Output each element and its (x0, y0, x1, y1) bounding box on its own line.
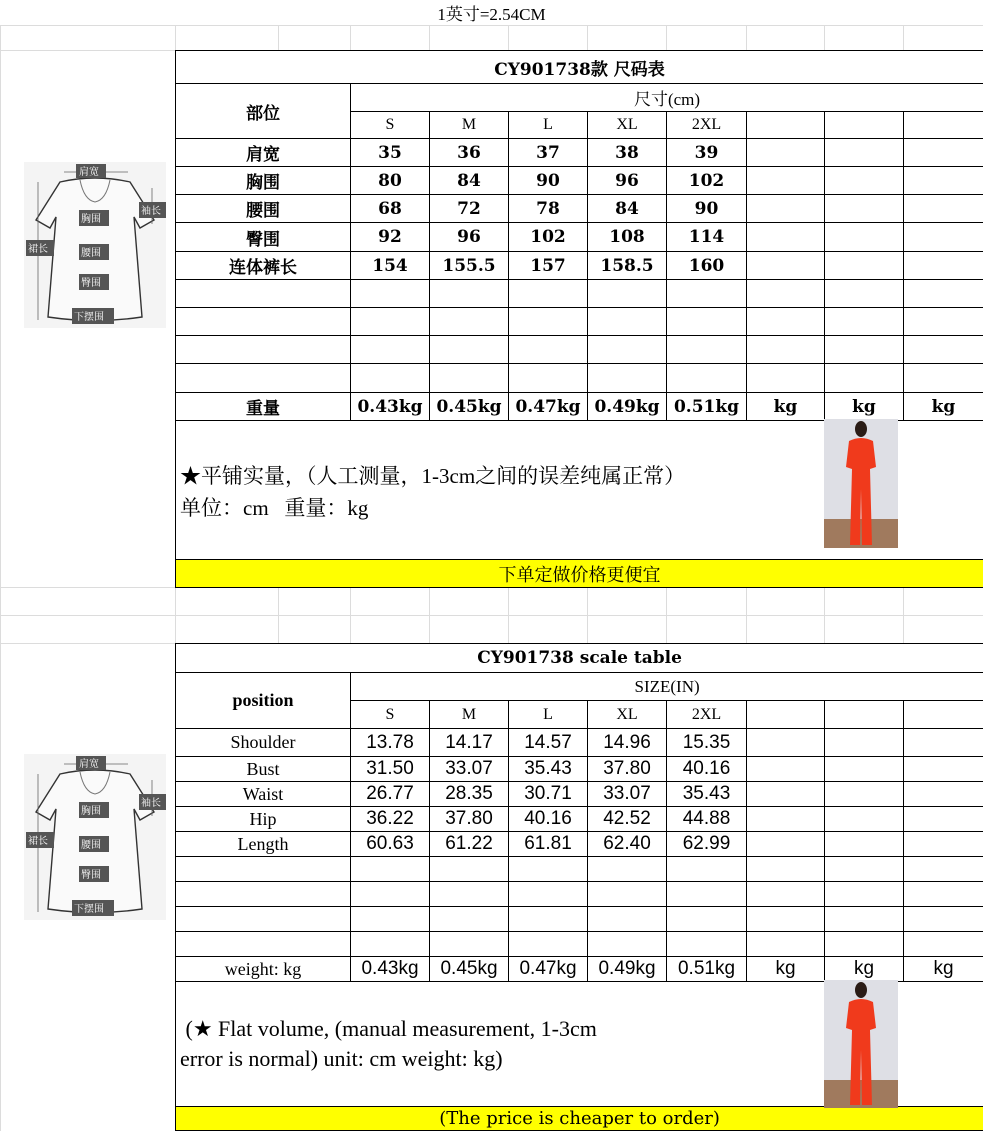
cell: 158.5 (588, 252, 667, 280)
table-row (176, 882, 983, 907)
cell: 108 (588, 223, 667, 252)
size-label (904, 701, 983, 729)
cell: 44.88 (667, 807, 747, 832)
size-label (747, 701, 825, 729)
cell (747, 252, 825, 280)
weight-value: 0.49kg (588, 957, 667, 982)
table-row (176, 336, 983, 364)
cell: 90 (509, 167, 588, 195)
weight-value: kg (747, 957, 825, 982)
svg-text:臀围: 臀围 (81, 870, 101, 881)
cell: 31.50 (351, 757, 430, 782)
note-line: ★平铺实量，（人工测量，1-3cm之间的误差纯属正常） (180, 464, 686, 488)
product-photo (824, 419, 898, 548)
cell (904, 782, 983, 807)
cell: 35 (351, 139, 430, 167)
position-header: 部位 (176, 84, 351, 139)
cell: 26.77 (351, 782, 430, 807)
cell: 42.52 (588, 807, 667, 832)
cell (825, 252, 904, 280)
table-row (176, 782, 983, 807)
grid-line (278, 587, 279, 643)
row-label: Bust (176, 757, 351, 782)
weight-value: kg (904, 957, 983, 982)
weight-value: 0.51kg (667, 393, 747, 421)
empty-cell (176, 857, 351, 882)
cell (825, 729, 904, 757)
svg-text:下摆围: 下摆围 (74, 312, 104, 323)
size-label: 2XL (667, 701, 747, 729)
product-photo (824, 980, 898, 1108)
grid-line (903, 587, 904, 643)
promo-banner: (The price is cheaper to order) (176, 1107, 983, 1131)
weight-value: 0.45kg (430, 393, 509, 421)
weight-value: 0.49kg (588, 393, 667, 421)
svg-text:胸围: 胸围 (81, 214, 101, 225)
grid-line (587, 587, 588, 643)
grid-line (587, 25, 588, 50)
cell: 96 (430, 223, 509, 252)
size-label: 2XL (667, 112, 747, 139)
size-label: M (430, 701, 509, 729)
cell: 114 (667, 223, 747, 252)
cell (825, 782, 904, 807)
size-label (825, 701, 904, 729)
size-label: XL (588, 112, 667, 139)
svg-text:袖长: 袖长 (141, 206, 161, 217)
promo-banner: 下单定做价格更便宜 (176, 560, 983, 588)
weight-value: 0.43kg (351, 957, 430, 982)
empty-cell (176, 336, 351, 364)
position-header: position (176, 673, 351, 729)
cell (904, 223, 983, 252)
grid-line (508, 25, 509, 50)
conversion-note: 1英寸=2.54CM (437, 5, 546, 24)
row-label: 连体裤长 (176, 252, 351, 280)
size-label: M (430, 112, 509, 139)
grid-line (175, 25, 176, 50)
grid-line (429, 25, 430, 50)
weight-row (176, 393, 983, 421)
svg-text:肩宽: 肩宽 (79, 759, 99, 770)
row-label: Shoulder (176, 729, 351, 757)
cell: 35.43 (667, 782, 747, 807)
size-label (904, 112, 983, 139)
cell: 36.22 (351, 807, 430, 832)
weight-value: 0.47kg (509, 393, 588, 421)
grid-line (746, 25, 747, 50)
size-label (825, 112, 904, 139)
table-row (176, 807, 983, 832)
grid-line (350, 25, 351, 50)
grid-line (0, 25, 1, 1131)
cell (904, 252, 983, 280)
cell: 15.35 (667, 729, 747, 757)
row-label: Waist (176, 782, 351, 807)
weight-value: 0.47kg (509, 957, 588, 982)
grid-line (508, 587, 509, 643)
cell: 154 (351, 252, 430, 280)
cell: 60.63 (351, 832, 430, 857)
size-header: 尺寸(cm) (351, 84, 983, 112)
empty-cell (176, 882, 351, 907)
size-label: XL (588, 701, 667, 729)
cell: 92 (351, 223, 430, 252)
table-row (176, 932, 983, 957)
cell (825, 139, 904, 167)
cell: 78 (509, 195, 588, 223)
cell (747, 757, 825, 782)
weight-value: 0.43kg (351, 393, 430, 421)
table-row (176, 139, 983, 167)
svg-text:裙长: 裙长 (28, 836, 48, 847)
cell (825, 223, 904, 252)
table-row (176, 907, 983, 932)
cell (904, 757, 983, 782)
cell (825, 807, 904, 832)
svg-text:臀围: 臀围 (81, 278, 101, 289)
cell (747, 223, 825, 252)
cell: 37 (509, 139, 588, 167)
weight-value: kg (747, 393, 825, 421)
grid-line (824, 25, 825, 50)
cell: 37.80 (430, 807, 509, 832)
grid-line (278, 25, 279, 50)
grid-line (666, 25, 667, 50)
cell (904, 832, 983, 857)
cell (747, 167, 825, 195)
cell (825, 832, 904, 857)
cell (747, 139, 825, 167)
cell: 14.96 (588, 729, 667, 757)
grid-line (175, 587, 176, 643)
note-line: 单位：cm 重量：kg (180, 496, 369, 520)
table-row (176, 167, 983, 195)
note-line: error is normal) unit: cm weight: kg) (180, 1046, 503, 1071)
cell: 102 (509, 223, 588, 252)
size-label: S (351, 701, 430, 729)
row-label: 胸围 (176, 167, 351, 195)
empty-cell (176, 308, 351, 336)
weight-value: 0.51kg (667, 957, 747, 982)
cell: 84 (588, 195, 667, 223)
cell (904, 167, 983, 195)
weight-label: 重量 (176, 393, 351, 421)
grid-line (746, 587, 747, 643)
grid-line (0, 615, 983, 616)
cell (904, 807, 983, 832)
size-label: S (351, 112, 430, 139)
cell: 80 (351, 167, 430, 195)
table-row (176, 252, 983, 280)
cell: 160 (667, 252, 747, 280)
table-row (176, 757, 983, 782)
svg-text:下摆围: 下摆围 (74, 904, 104, 915)
cell (747, 195, 825, 223)
weight-value: 0.45kg (430, 957, 509, 982)
cell (747, 782, 825, 807)
cell (904, 139, 983, 167)
cell: 155.5 (430, 252, 509, 280)
cell: 28.35 (430, 782, 509, 807)
cell: 38 (588, 139, 667, 167)
empty-cell (176, 932, 351, 957)
garment-measurement-diagram (24, 162, 166, 328)
table-title: CY901738 scale table (176, 644, 983, 673)
table-row (176, 832, 983, 857)
size-label: L (509, 701, 588, 729)
empty-cell (176, 907, 351, 932)
table-row (176, 195, 983, 223)
cell (747, 832, 825, 857)
diagram-label: 肩宽 (79, 167, 99, 178)
cell: 37.80 (588, 757, 667, 782)
cell (825, 757, 904, 782)
cell: 68 (351, 195, 430, 223)
cell: 33.07 (430, 757, 509, 782)
cell: 61.22 (430, 832, 509, 857)
cell: 35.43 (509, 757, 588, 782)
cell: 30.71 (509, 782, 588, 807)
svg-text:袖长: 袖长 (141, 798, 161, 809)
cell (825, 195, 904, 223)
row-label: Length (176, 832, 351, 857)
note-line: (★ Flat volume, (manual measurement, 1-3cm (180, 1016, 597, 1041)
grid-line (666, 587, 667, 643)
cell: 33.07 (588, 782, 667, 807)
table-row (176, 223, 983, 252)
table-row (176, 729, 983, 757)
cell: 72 (430, 195, 509, 223)
cell: 157 (509, 252, 588, 280)
weight-value: kg (825, 393, 904, 421)
cell: 96 (588, 167, 667, 195)
cell: 40.16 (509, 807, 588, 832)
grid-line (903, 25, 904, 50)
row-label: 臀围 (176, 223, 351, 252)
svg-text:腰围: 腰围 (81, 840, 101, 851)
weight-value: kg (825, 957, 904, 982)
cell: 36 (430, 139, 509, 167)
grid-line (429, 587, 430, 643)
cell: 39 (667, 139, 747, 167)
svg-text:腰围: 腰围 (81, 248, 101, 259)
svg-text:裙长: 裙长 (28, 244, 48, 255)
empty-cell (176, 364, 351, 393)
size-label (747, 112, 825, 139)
table-title: CY901738款 尺码表 (176, 51, 983, 84)
cell (904, 195, 983, 223)
cell: 90 (667, 195, 747, 223)
cell: 62.99 (667, 832, 747, 857)
cell: 14.57 (509, 729, 588, 757)
weight-label: weight: kg (176, 957, 351, 982)
cell (747, 729, 825, 757)
cell: 61.81 (509, 832, 588, 857)
grid-line (350, 587, 351, 643)
weight-value: kg (904, 393, 983, 421)
table-row (176, 280, 983, 308)
garment-measurement-diagram (24, 754, 166, 920)
cell: 13.78 (351, 729, 430, 757)
row-label: 腰围 (176, 195, 351, 223)
grid-line (824, 587, 825, 643)
grid-line (0, 25, 983, 26)
table-row (176, 364, 983, 393)
size-header: SIZE(IN) (351, 673, 983, 701)
cell (825, 167, 904, 195)
cell: 62.40 (588, 832, 667, 857)
weight-row (176, 957, 983, 982)
cell (747, 807, 825, 832)
row-label: Hip (176, 807, 351, 832)
cell: 14.17 (430, 729, 509, 757)
table-row (176, 308, 983, 336)
dress-outline-icon (24, 754, 166, 920)
svg-text:胸围: 胸围 (81, 806, 101, 817)
cell: 84 (430, 167, 509, 195)
cell: 40.16 (667, 757, 747, 782)
cell: 102 (667, 167, 747, 195)
row-label: 肩宽 (176, 139, 351, 167)
size-label: L (509, 112, 588, 139)
table-row (176, 857, 983, 882)
cell (904, 729, 983, 757)
dress-outline-icon (24, 162, 166, 328)
empty-cell (176, 280, 351, 308)
